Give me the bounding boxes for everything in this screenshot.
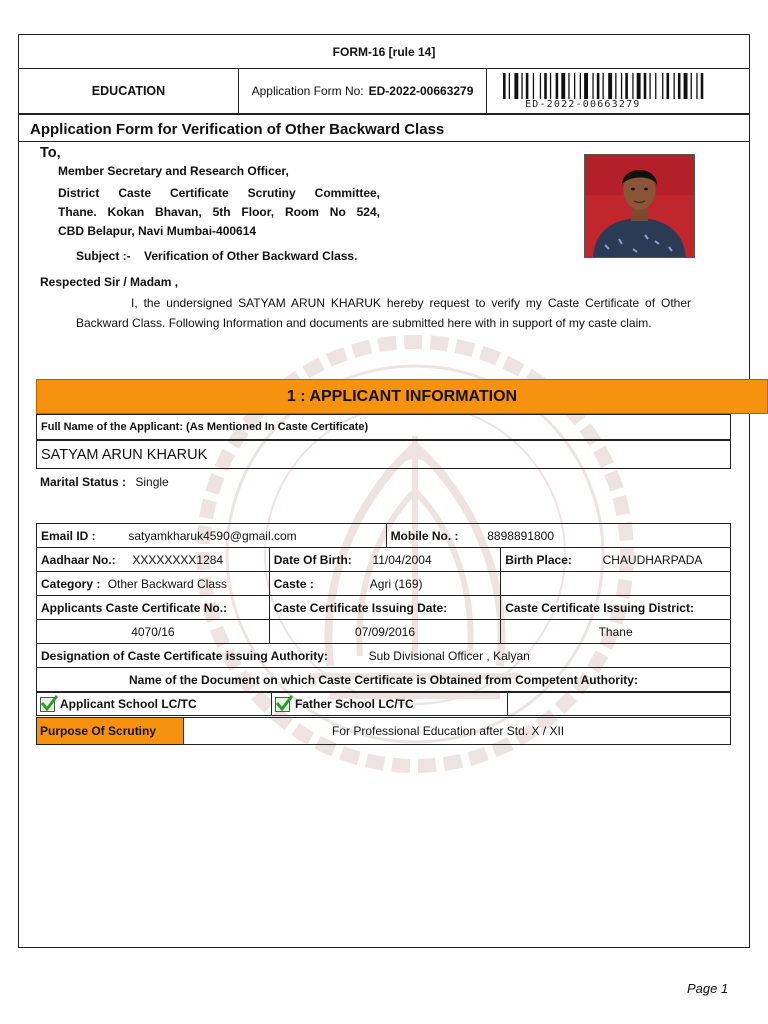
barcode-text: ED-2022-00663279 xyxy=(525,99,641,110)
mobile-value: 8898891800 xyxy=(487,528,554,543)
cert-date-value: 07/09/2016 xyxy=(269,620,500,644)
marital-status xyxy=(40,475,169,489)
purpose-label: Purpose Of Scrutiny xyxy=(37,718,184,744)
form-rule-header xyxy=(18,34,750,69)
authority-label: Designation of Caste Certificate issuing Authority: xyxy=(41,648,328,663)
cert-district-label: Caste Certificate Issuing District: xyxy=(501,596,731,620)
cert-no-label: Applicants Caste Certificate No.: xyxy=(37,596,270,620)
category-cell xyxy=(37,572,270,596)
email-value: satyamkharuk4590@gmail.com xyxy=(128,528,297,543)
table-row xyxy=(37,572,731,596)
application-header xyxy=(18,68,750,114)
email-cell xyxy=(37,524,387,548)
empty-cell xyxy=(501,572,731,596)
aadhaar-value: XXXXXXXX1284 xyxy=(132,552,224,567)
department: EDUCATION xyxy=(19,69,239,113)
form-title: Application Form for Verification of Other Backward Class xyxy=(18,114,750,142)
address-line-2: District Caste Certificate Scrutiny Committee, xyxy=(58,186,380,200)
applicant-photo-image xyxy=(585,155,694,257)
subject-label: Subject :- xyxy=(76,249,131,263)
applicant-details-table xyxy=(36,523,731,692)
address-line-1: Member Secretary and Research Officer, xyxy=(58,164,289,178)
address-line-4: CBD Belapur, Navi Mumbai-400614 xyxy=(58,224,257,238)
app-no-value: ED-2022-00663279 xyxy=(368,84,474,98)
category-value: Other Backward Class xyxy=(107,576,228,591)
cert-date-label: Caste Certificate Issuing Date: xyxy=(269,596,500,620)
subject xyxy=(76,249,357,263)
dob-label: Date Of Birth: xyxy=(273,552,352,567)
applicant-photo xyxy=(584,154,695,258)
purpose-row xyxy=(36,717,731,745)
checkbox-checked-icon[interactable] xyxy=(275,697,290,712)
aadhaar-label: Aadhaar No.: xyxy=(41,552,116,567)
table-row xyxy=(37,620,731,644)
fullname-value: SATYAM ARUN KHARUK xyxy=(36,440,731,469)
table-row xyxy=(37,596,731,620)
purpose-value: For Professional Education after Std. X / XII xyxy=(332,724,565,738)
request-paragraph-text: I, the undersigned SATYAM ARUN KHARUK hereby request to verify my Caste Certificate of Other Backward Class. Following Information and documents are submitted here with in support of my caste claim. xyxy=(76,296,691,330)
table-row xyxy=(37,668,731,692)
doc-father-lc[interactable] xyxy=(272,693,508,715)
mobile-cell xyxy=(386,524,730,548)
marital-label: Marital Status : xyxy=(40,475,127,489)
table-row xyxy=(37,644,731,668)
document-checkboxes xyxy=(36,692,731,716)
aadhaar-cell xyxy=(37,548,270,572)
marital-value: Single xyxy=(135,475,169,489)
fullname-label: Full Name of the Applicant: (As Mentioned In Caste Certificate) xyxy=(36,414,731,440)
app-no-label: Application Form No: xyxy=(251,84,364,98)
caste-value: Agri (169) xyxy=(369,576,423,591)
checkbox-checked-icon[interactable] xyxy=(40,697,55,712)
address-line-3: Thane. Kokan Bhavan, 5th Floor, Room No 524, xyxy=(58,205,380,219)
application-number xyxy=(239,69,487,113)
dob-value: 11/04/2004 xyxy=(372,552,432,567)
table-row xyxy=(37,524,731,548)
caste-cell xyxy=(269,572,500,596)
page-number: Page 1 xyxy=(687,981,729,996)
cert-district-value: Thane xyxy=(501,620,731,644)
birthplace-label: Birth Place: xyxy=(505,552,572,567)
email-label: Email ID : xyxy=(41,528,96,543)
table-row xyxy=(37,548,731,572)
birthplace-cell xyxy=(501,548,731,572)
form-rule: FORM-16 [rule 14] xyxy=(332,44,436,59)
doc1-label: Applicant School LC/TC xyxy=(60,697,197,711)
category-label: Category : xyxy=(41,576,101,591)
caste-label: Caste : xyxy=(273,576,314,591)
barcode xyxy=(487,69,749,113)
doc-applicant-lc[interactable] xyxy=(37,693,272,715)
doc-empty-cell xyxy=(508,693,730,715)
cert-no-value: 4070/16 xyxy=(37,620,270,644)
mobile-label: Mobile No. : xyxy=(390,528,459,543)
salutation: Respected Sir / Madam , xyxy=(40,275,179,289)
section-applicant-information: 1 : APPLICANT INFORMATION xyxy=(36,379,768,414)
doc2-label: Father School LC/TC xyxy=(295,697,414,711)
subject-text: Verification of Other Backward Class. xyxy=(144,249,358,263)
dob-cell xyxy=(269,548,500,572)
authority-cell xyxy=(37,644,731,668)
address-to: To, xyxy=(40,145,61,161)
authority-value: Sub Divisional Officer , Kalyan xyxy=(368,648,530,663)
document-heading: Name of the Document on which Caste Certificate is Obtained from Competent Authority: xyxy=(37,668,731,692)
birthplace-value: CHAUDHARPADA xyxy=(602,552,703,567)
barcode-icon xyxy=(503,73,737,101)
